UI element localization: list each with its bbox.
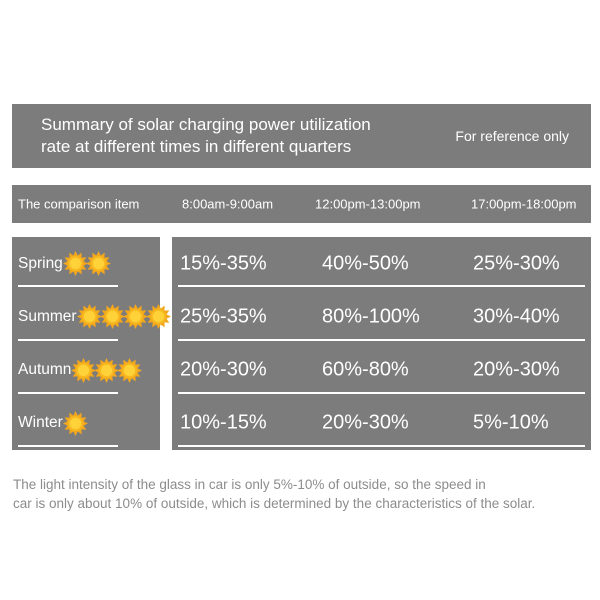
season-label-autumn: Autumn xyxy=(18,361,72,379)
value-summer-evening: 30%-40% xyxy=(473,305,560,328)
column-header-noon: 12:00pm-13:00pm xyxy=(315,196,421,212)
sun-icon xyxy=(146,304,171,329)
sun-icon xyxy=(86,251,111,276)
sun-rating-winter xyxy=(65,411,88,436)
footnote-line-2: car is only about 10% of outside, which is determined by the characteristics of the solar. xyxy=(13,496,536,511)
sun-icon xyxy=(100,304,125,329)
sun-icon xyxy=(117,358,142,383)
row-divider xyxy=(178,339,585,341)
value-spring-noon: 40%-50% xyxy=(322,252,409,275)
season-label-spring: Spring xyxy=(18,254,63,272)
table-row-autumn-label xyxy=(12,344,160,397)
footnote xyxy=(13,475,535,513)
column-header-comparison-item: The comparison item xyxy=(18,196,140,212)
table-row-winter-values xyxy=(172,397,591,450)
sun-rating-spring xyxy=(65,251,111,276)
value-autumn-morning: 20%-30% xyxy=(180,358,267,381)
value-winter-noon: 20%-30% xyxy=(322,411,409,434)
table-row-autumn-values xyxy=(172,344,591,397)
column-header-morning: 8:00am-9:00am xyxy=(182,196,274,212)
sun-icon xyxy=(77,304,102,329)
sun-icon xyxy=(71,358,96,383)
sun-rating-summer xyxy=(79,304,171,329)
row-divider xyxy=(18,392,118,394)
value-autumn-evening: 20%-30% xyxy=(473,358,560,381)
value-summer-noon: 80%-100% xyxy=(322,305,420,328)
sun-icon xyxy=(123,304,148,329)
table-row-spring-label xyxy=(12,237,160,290)
row-divider xyxy=(178,285,585,287)
title-line-1: Summary of solar charging power utilization xyxy=(41,115,371,134)
title-bar xyxy=(12,104,591,168)
season-label-winter: Winter xyxy=(18,414,63,432)
season-column xyxy=(12,237,160,450)
value-spring-evening: 25%-30% xyxy=(473,252,560,275)
value-spring-morning: 15%-35% xyxy=(180,252,267,275)
column-header-evening: 17:00pm-18:00pm xyxy=(471,196,577,212)
title-line-2: rate at different times in different quarters xyxy=(41,137,352,156)
table-row-winter-label xyxy=(12,397,160,450)
sun-icon xyxy=(63,411,88,436)
page-title xyxy=(41,114,371,158)
value-winter-evening: 5%-10% xyxy=(473,411,549,434)
table-row-summer-values xyxy=(172,290,591,343)
sun-icon xyxy=(63,251,88,276)
table-row-summer-label xyxy=(12,290,160,343)
sun-icon xyxy=(94,358,119,383)
row-divider xyxy=(178,392,585,394)
values-grid xyxy=(172,237,591,450)
sun-rating-autumn xyxy=(73,358,142,383)
row-divider xyxy=(18,285,118,287)
value-summer-morning: 25%-35% xyxy=(180,305,267,328)
row-divider xyxy=(18,445,118,447)
footnote-line-1: The light intensity of the glass in car is only 5%-10% of outside, so the speed in xyxy=(13,477,486,492)
value-winter-morning: 10%-15% xyxy=(180,411,267,434)
table-header-row xyxy=(12,185,591,223)
table-row-spring-values xyxy=(172,237,591,290)
season-label-summer: Summer xyxy=(18,307,77,325)
reference-note: For reference only xyxy=(455,128,569,144)
row-divider xyxy=(178,445,585,447)
row-divider xyxy=(18,339,118,341)
value-autumn-noon: 60%-80% xyxy=(322,358,409,381)
